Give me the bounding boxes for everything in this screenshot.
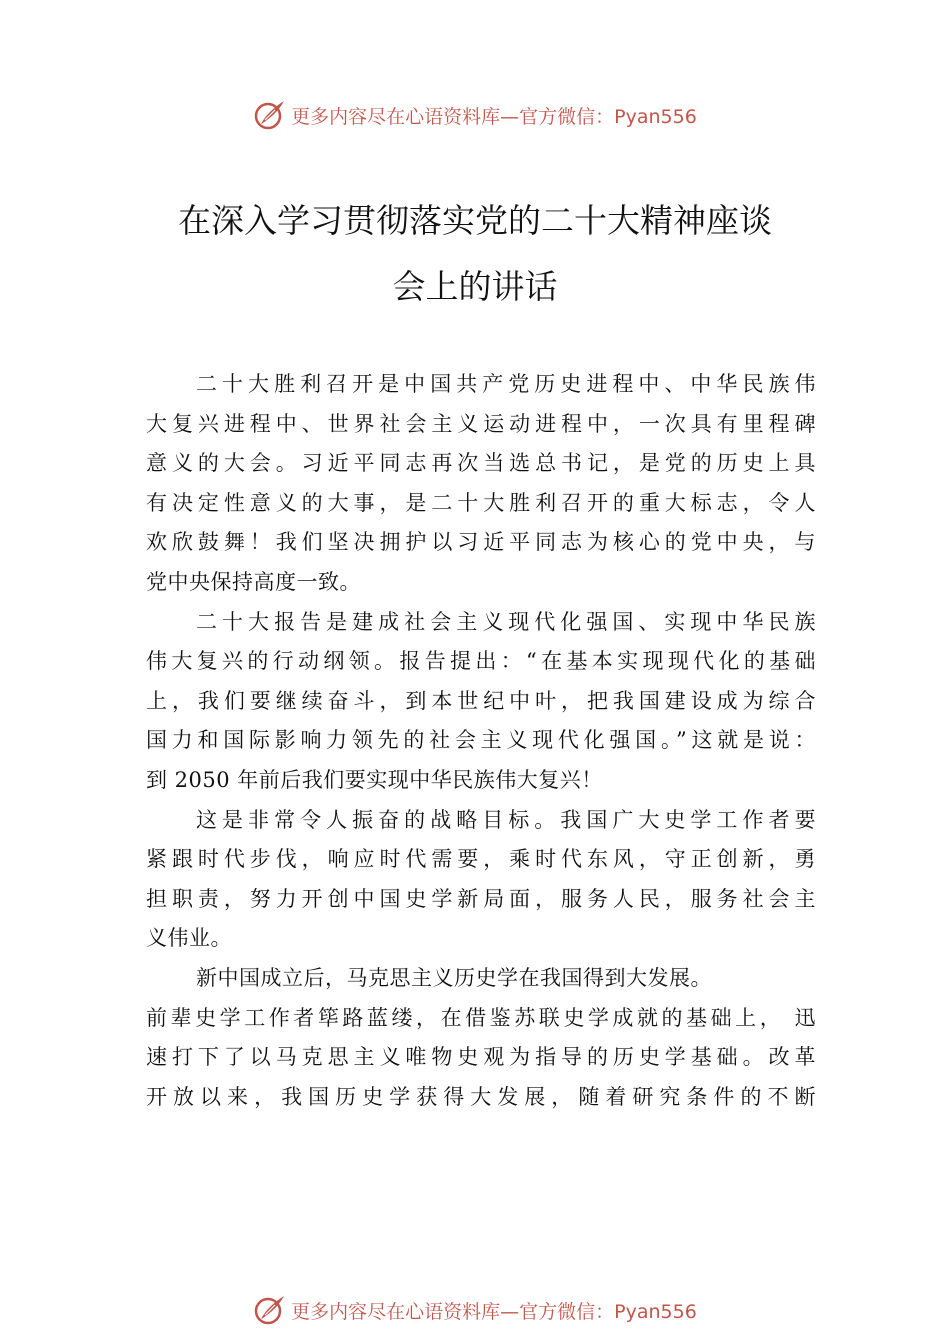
text-line: 党中央保持高度一致。 <box>146 569 361 594</box>
paragraph-2 <box>146 603 816 801</box>
quill-logo-icon <box>253 98 287 132</box>
text-line: 紧跟时代步伐，响应时代需要，乘时代东风，守正创新，勇 <box>146 847 816 872</box>
quill-logo-icon <box>253 1293 287 1327</box>
text-line: 到 2050 年前后我们要实现中华民族伟大复兴！ <box>146 767 603 792</box>
title-line-1: 在深入学习贯彻落实党的二十大精神座谈 <box>178 201 772 240</box>
watermark-main-text: 更多内容尽在心语资料库 <box>291 105 501 128</box>
text-line: 新中国成立后，马克思主义历史学在我国得到大发展。 <box>196 965 712 990</box>
text-line: 有决定性意义的大事，是二十大胜利召开的重大标志，令人 <box>146 490 816 515</box>
text-line: 前辈史学工作者筚路蓝缕，在借鉴苏联史学成就的基础上， 迅 <box>146 1005 816 1030</box>
text-line: 上，我们要继续奋斗，到本世纪中叶，把我国建设成为综合 <box>146 688 816 713</box>
text-line: 意义的大会。习近平同志再次当选总书记，是党的历史上具 <box>146 451 816 476</box>
text-line: 担职责，努力开创中国史学新局面，服务人民，服务社会主 <box>146 886 816 911</box>
text-line: 伟大复兴的行动纲领。报告提出：“在基本实现现代化的基础 <box>146 649 816 674</box>
watermark-banner-top <box>0 95 950 135</box>
watermark-main-text: 更多内容尽在心语资料库 <box>291 1300 501 1323</box>
watermark-sub-text: —官方微信：Pyan556 <box>500 1300 697 1323</box>
text-line: 开放以来，我国历史学获得大发展，随着研究条件的不断 <box>146 1084 816 1109</box>
text-line: 二十大胜利召开是中国共产党历史进程中、中华民族伟 <box>196 372 816 396</box>
paragraph-1 <box>146 365 816 603</box>
paragraph-3 <box>146 801 816 959</box>
paragraph-4 <box>146 959 816 1117</box>
watermark-sub-text: —官方微信：Pyan556 <box>500 105 697 128</box>
text-line: 大复兴进程中、世界社会主义运动进程中，一次具有里程碑 <box>146 411 816 436</box>
document-title <box>0 188 950 320</box>
text-line: 二十大报告是建成社会主义现代化强国、实现中华民族 <box>196 609 816 634</box>
text-line: 这是非常令人振奋的战略目标。我国广大史学工作者要 <box>196 807 816 832</box>
watermark-banner-bottom <box>0 1290 950 1330</box>
document-body <box>146 365 816 1117</box>
text-line: 国力和国际影响力领先的社会主义现代化强国。”这就是说： <box>146 728 816 753</box>
title-line-2: 会上的讲话 <box>392 267 558 306</box>
text-line: 速打下了以马克思主义唯物史观为指导的历史学基础。改革 <box>146 1045 816 1070</box>
text-line: 义伟业。 <box>146 926 232 951</box>
text-line: 欢欣鼓舞！我们坚决拥护以习近平同志为核心的党中央，与 <box>146 530 816 555</box>
